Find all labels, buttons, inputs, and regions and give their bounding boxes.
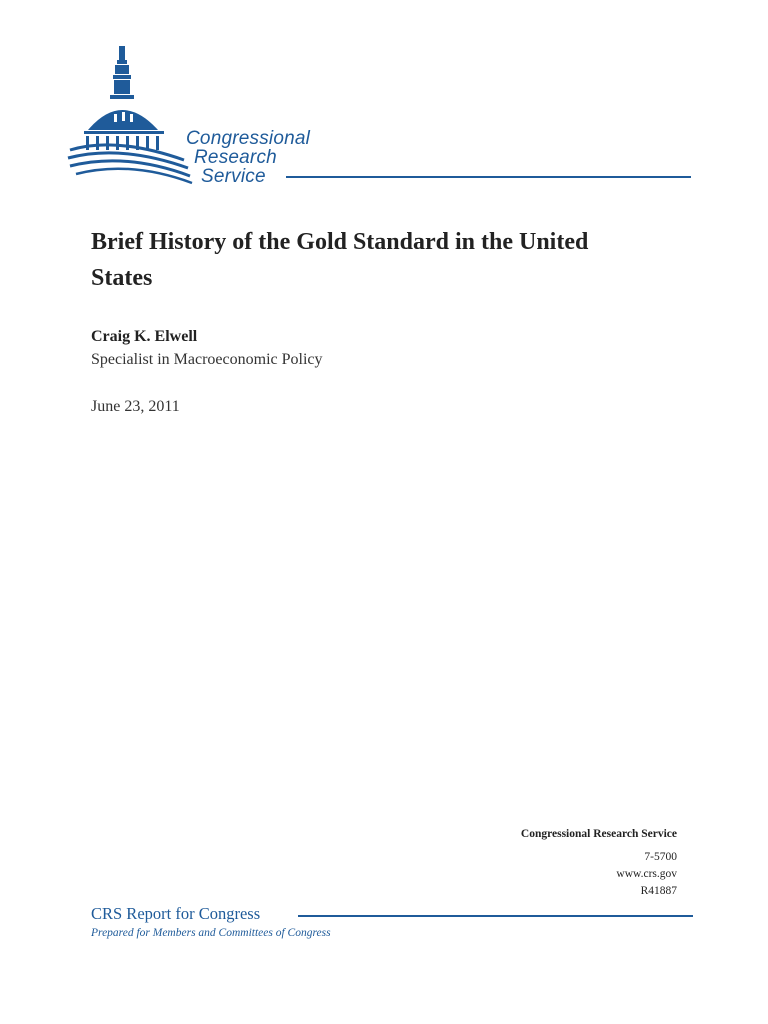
capitol-dome-logo-icon — [66, 40, 196, 190]
report-subtitle: Prepared for Members and Committees of Congress — [91, 927, 331, 939]
publisher-website: www.crs.gov — [616, 868, 677, 880]
document-title: Brief History of the Gold Standard in the United States — [91, 229, 589, 291]
author-position: Specialist in Macroeconomic Policy — [91, 351, 323, 368]
publisher-info — [521, 826, 677, 900]
wordmark-line-3: Service — [201, 166, 266, 187]
author-name: Craig K. Elwell — [91, 328, 198, 345]
report-label: CRS Report for Congress — [91, 904, 261, 923]
publisher-phone: 7-5700 — [644, 851, 677, 863]
publisher-name: Congressional Research Service — [520, 828, 677, 840]
publication-date: June 23, 2011 — [91, 398, 180, 415]
wordmark-line-1: Congressional — [186, 128, 311, 149]
report-number: R41887 — [640, 885, 677, 897]
footer-divider — [298, 915, 693, 917]
wordmark-line-2: Research — [194, 147, 277, 168]
header-divider — [286, 176, 691, 178]
